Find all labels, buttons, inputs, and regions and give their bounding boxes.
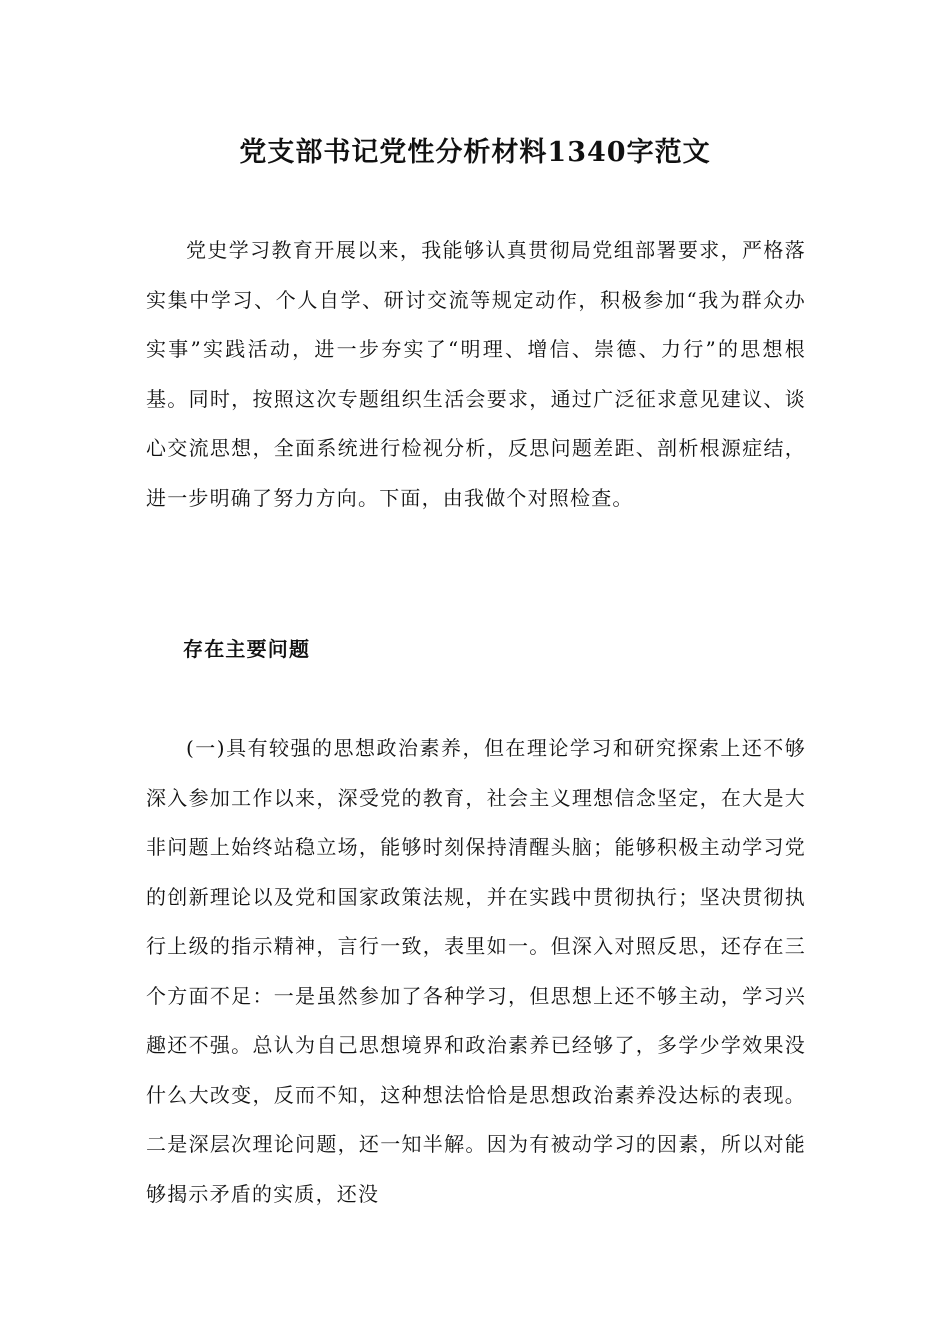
intro-paragraph: 党史学习教育开展以来，我能够认真贯彻局党组部署要求，严格落实集中学习、个人自学、研讨交流等规定动作，积极参加“我为群众办实事”实践活动，进一步夯实了“明理、增信、崇德、力行”的思想根基。同时，按照这次专题组织生活会要求，通过广泛征求意见建议、谈心交流思想，全面系统进行检视分析，反思问题差距、剖析根源症结，进一步明确了努力方向。下面，由我做个对照检查。 — [146, 238, 806, 510]
section-heading: 存在主要问题 — [183, 637, 311, 661]
document-title: 党支部书记党性分析材料1340字范文 — [239, 137, 711, 168]
section-paragraph: (一)具有较强的思想政治素养，但在理论学习和研究探索上还不够深入参加工作以来，深受党的教育，社会主义理想信念坚定，在大是大非问题上始终站稳立场，能够时刻保持清醒头脑；能够积极主动学习党的创新理论以及党和国家政策法规，并在实践中贯彻执行；坚决贯彻执行上级的指示精神，言行一致，表里如一。但深入对照反思，还存在三个方面不足：一是虽然参加了各种学习，但思想上还不够主动，学习兴趣还不强。总认为自己思想境界和政治素养已经够了，多学少学效果没什么大改变，反而不知，这种想法恰恰是思想政治素养没达标的表现。二是深层次理论问题，还一知半解。因为有被动学习的因素，所以对能够揭示矛盾的实质，还没 — [146, 736, 806, 1206]
